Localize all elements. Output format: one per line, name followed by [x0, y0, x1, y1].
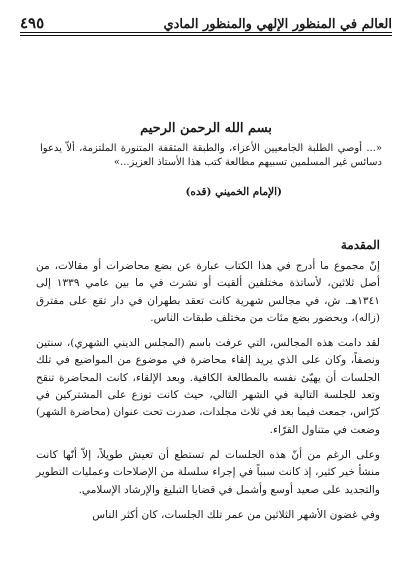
- section-heading: المقدمة: [340, 238, 380, 252]
- paragraph: لقد دامت هذه المجالس، التي عرفت باسم (المجلس الديني الشهري)، سنتين ونصفاً، وكان على الذي يريد إلقاء محاضرة في موضوع من المواضيع في تلك الجلسات أن يهيّئ نفسه بالمطالعة الكافية. وبعد الإلقاء، كانت المحاضرة تنقح وتعد للجلسة التالية في الشهر التالي، حيث كانت توزع على المشتركين في كرّاس، جمعت فيما بعد في ثلاث مجلدات، صدرت تحت عنوان (محاضرة الشهر) وضعت في متناول القرّاء.: [36, 337, 380, 436]
- running-title: العالم في المنظور الإلهي والمنظور المادي: [163, 17, 392, 32]
- paragraph: وعلى الرغم من أنّ هذه الجلسات لم تستطع أن تعيش طويلاً، إلاّ أنّها كانت منشأ خير كثير، إذ كانت سبباً في إجراء سلسلة من الإصلاحات وعمليات التطوير والتجديد على صعيد أوسع وأشمل في قضايا التبليغ والإرشاد الإسلامي.: [36, 448, 380, 496]
- epigraph-quote: «... أوصي الطلبة الجامعيين الأعزاء، والطبقة المثقفة المتنورة الملتزمة، ألاّ يدعوا دسائس غير المسلمين تسبيهم مطالعة كتب هذا الأستاذ العزيز...»: [40, 143, 382, 168]
- basmala: بسم الله الرحمن الرحيم: [140, 121, 272, 136]
- page-number: ٤٩٥: [20, 14, 45, 32]
- paragraph: وفي غضون الأشهر الثلاثين من عمر تلك الجلسات، كان أكثر الناس: [92, 508, 380, 521]
- running-header: [20, 10, 392, 32]
- body-text: [36, 258, 380, 524]
- header-rule: [20, 32, 392, 36]
- epigraph-source: (الإمام الخميني (قده): [185, 186, 282, 198]
- paragraph: إنّ مجموع ما أدرج في هذا الكتاب عبارة عن بضع محاضرات أو مقالات، من أصل ثلاثين، لأساتذة مختلفين ألقيت أو نشرت في ما بين عامي ١٣٣٩ إلى ١٣٤١هـ. ش، في مجالس شهرية كانت تعقد بطهران في دار تقع على مفترق (زاله)، وبحضور بضع مئات من مختلف طبقات الناس.: [36, 260, 380, 324]
